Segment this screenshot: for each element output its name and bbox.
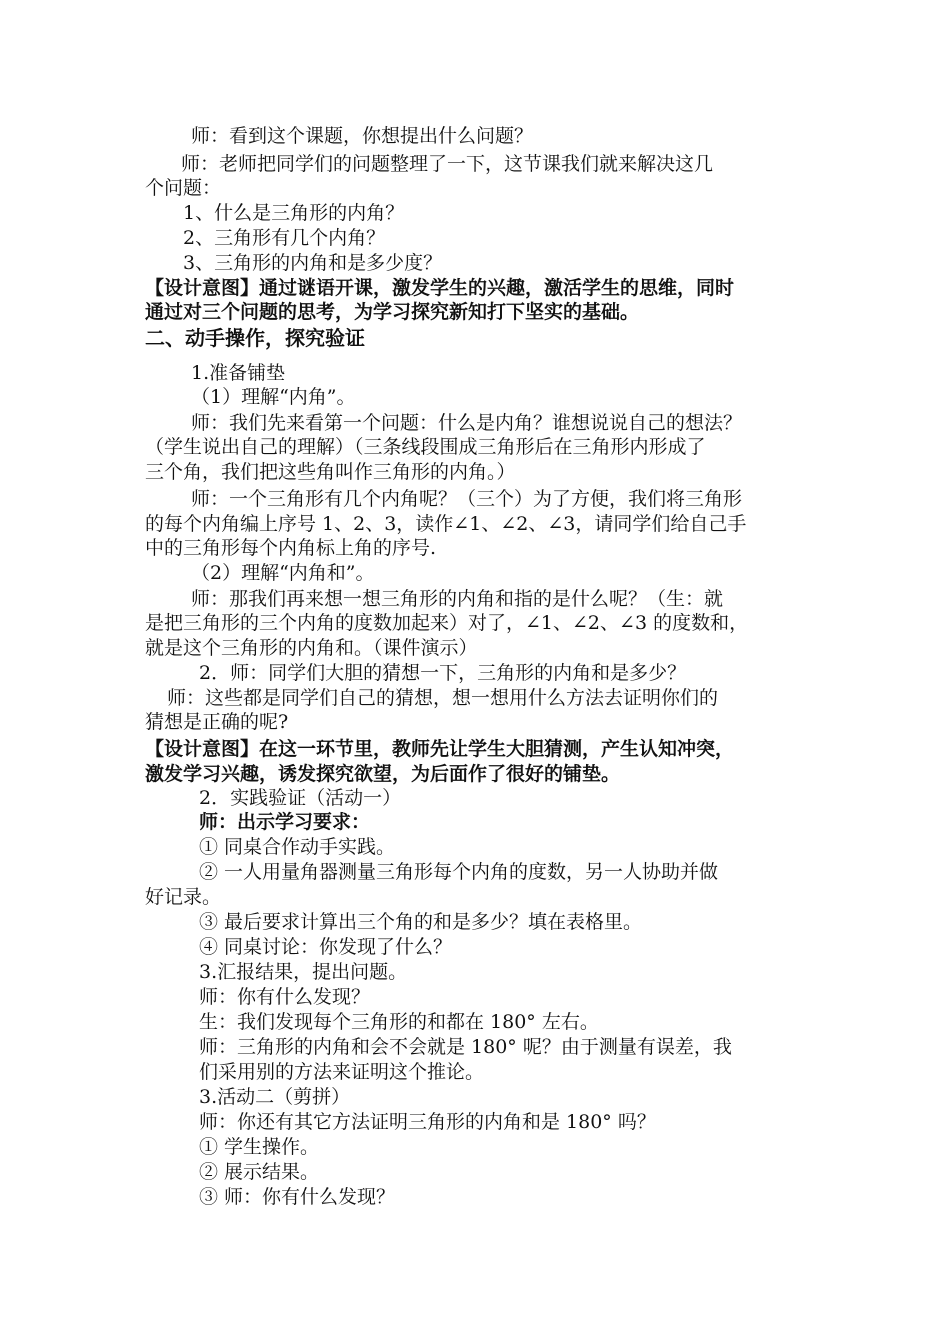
text-line: 师：一个三角形有几个内角呢？（三个）为了方便，我们将三角形 — [191, 488, 743, 510]
subsection-heading: 3.汇报结果，提出问题。 — [199, 961, 408, 983]
subsection-heading: 3.活动二（剪拼） — [199, 1086, 351, 1108]
text-line: 就是这个三角形的内角和。（课件演示） — [145, 637, 478, 659]
text-line: 师：你有什么发现？ — [199, 986, 371, 1008]
subsection-heading: （1）理解“内角”。 — [191, 386, 356, 408]
subsection-heading: 2．实践验证（活动一） — [199, 787, 402, 809]
subsection-heading: 师：出示学习要求： — [199, 811, 371, 833]
text-line: 生：我们发现每个三角形的和都在 180° 左右。 — [199, 1011, 599, 1033]
list-item: ① 同桌合作动手实践。 — [199, 836, 396, 858]
design-intent-note: 【设计意图】在这一环节里，教师先让学生大胆猜测，产生认知冲突， — [145, 738, 735, 760]
design-intent-note: 通过对三个问题的思考，为学习探究新知打下坚实的基础。 — [145, 301, 640, 323]
subsection-heading: 1.准备铺垫 — [191, 362, 286, 384]
text-line: 中的三角形每个内角标上角的序号. — [145, 537, 437, 559]
list-item: ④ 同桌讨论：你发现了什么？ — [199, 936, 453, 958]
text-line: 师：你还有其它方法证明三角形的内角和是 180° 吗？ — [199, 1111, 656, 1133]
text-line: 师：我们先来看第一个问题：什么是内角？谁想说说自己的想法？ — [191, 412, 743, 434]
text-line: 是把三角形的三个内角的度数加起来）对了，∠1、∠2、∠3 的度数和， — [145, 612, 749, 634]
design-intent-note: 【设计意图】通过谜语开课，激发学生的兴趣，激活学生的思维，同时 — [145, 277, 735, 299]
text-line: （学生说出自己的理解）（三条线段围成三角形后在三角形内形成了 — [145, 436, 706, 458]
subsection-heading: （2）理解“内角和”。 — [191, 562, 375, 584]
text-line: 好记录。 — [145, 886, 222, 908]
text-line: 们采用别的方法来证明这个推论。 — [199, 1061, 485, 1083]
list-item: 2、三角形有几个内角？ — [183, 227, 386, 249]
text-line: 三个角，我们把这些角叫作三角形的内角。） — [145, 461, 516, 483]
text-line: 师：这些都是同学们自己的猜想，想一想用什么方法去证明你们的 — [167, 687, 719, 709]
list-item: ① 学生操作。 — [199, 1136, 320, 1158]
text-line: 师：老师把同学们的问题整理了一下，这节课我们就来解决这几 — [181, 153, 714, 175]
design-intent-note: 激发学习兴趣，诱发探究欲望，为后面作了很好的铺垫。 — [145, 763, 621, 785]
list-item: ③ 最后要求计算出三个角的和是多少？填在表格里。 — [199, 911, 643, 933]
list-item: ② 展示结果。 — [199, 1161, 320, 1183]
list-item: ③ 师：你有什么发现？ — [199, 1186, 396, 1208]
text-line: 个问题： — [145, 177, 222, 199]
section-heading: 二、动手操作，探究验证 — [145, 326, 365, 350]
list-item: 1、什么是三角形的内角？ — [183, 202, 405, 224]
list-item: 3、三角形的内角和是多少度？ — [183, 252, 443, 274]
text-line: 师：看到这个课题，你想提出什么问题？ — [191, 125, 534, 147]
text-line: 2．师：同学们大胆的猜想一下，三角形的内角和是多少？ — [199, 662, 687, 684]
text-line: 猜想是正确的呢? — [145, 711, 289, 733]
text-line: 师：三角形的内角和会不会就是 180° 呢？由于测量有误差，我 — [199, 1036, 732, 1058]
list-item: ② 一人用量角器测量三角形每个内角的度数，另一人协助并做 — [199, 861, 719, 883]
text-line: 师：那我们再来想一想三角形的内角和指的是什么呢？（生：就 — [191, 588, 724, 610]
text-line: 的每个内角编上序号 1、2、3，读作∠1、∠2、∠3，请同学们给自己手 — [145, 513, 747, 535]
